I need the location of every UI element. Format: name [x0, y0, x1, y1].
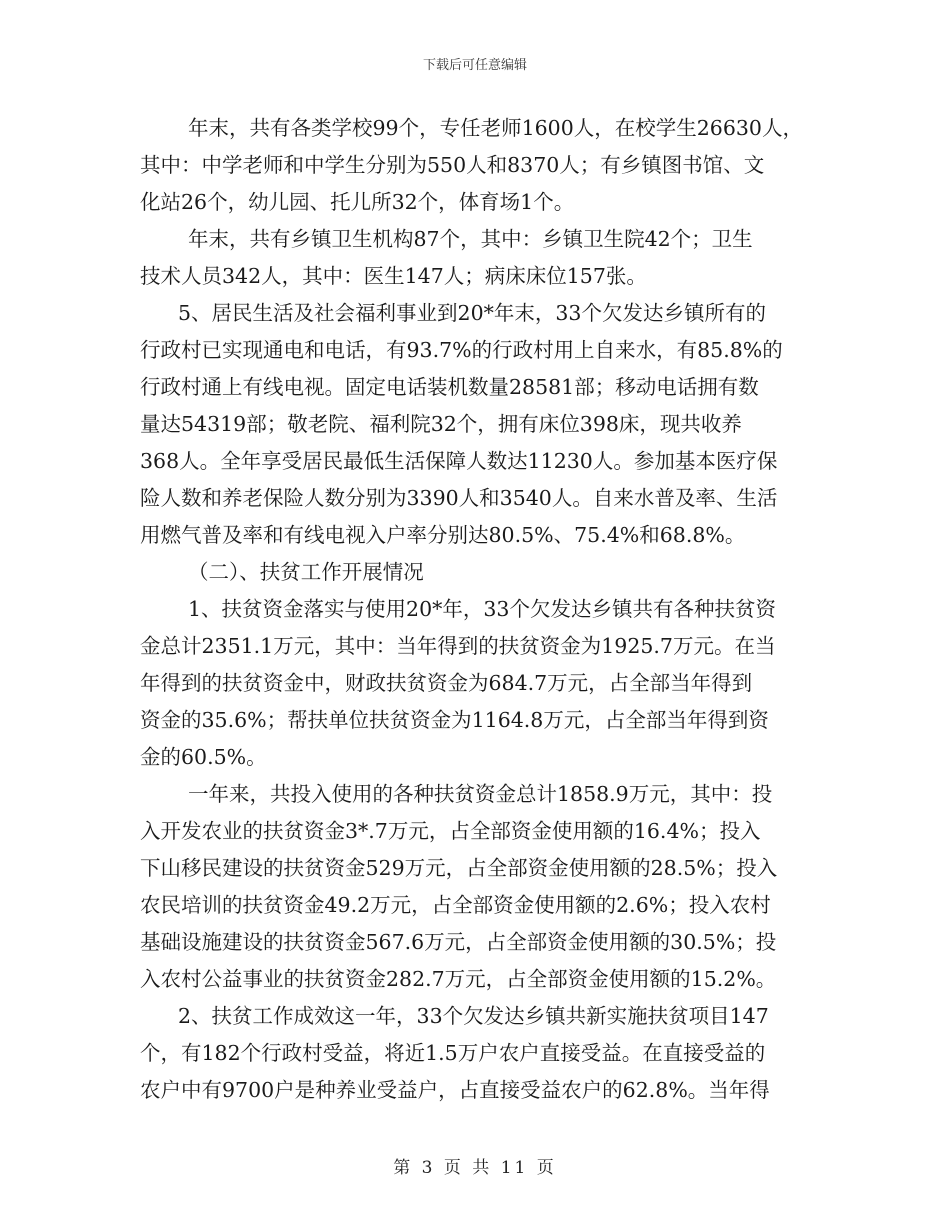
paragraph-line: 368人。全年享受居民最低生活保障人数达11230人。参加基本医疗保: [140, 449, 778, 473]
paragraph-line: 2、扶贫工作成效这一年，33个欠发达乡镇共新实施扶贫项目147: [178, 1004, 769, 1028]
paragraph-line: 一年来，共投入使用的各种扶贫资金总计1858.9万元，其中：投: [188, 782, 773, 806]
paragraph-line: 基础设施建设的扶贫资金567.6万元，占全部资金使用额的30.5%；投: [140, 930, 777, 954]
page-footer: 第 3 页 共 11 页: [393, 1158, 557, 1178]
paragraph-line: 行政村已实现通电和电话，有93.7%的行政村用上自来水，有85.8%的: [140, 338, 783, 362]
paragraph-line: 下山移民建设的扶贫资金529万元，占全部资金使用额的28.5%；投入: [140, 856, 778, 880]
paragraph-line: 用燃气普及率和有线电视入户率分别达80.5%、75.4%和68.8%。: [140, 523, 746, 547]
paragraph-line: 5、居民生活及社会福利事业到20*年末，33个欠发达乡镇所有的: [178, 301, 766, 325]
paragraph-line: 年末，共有各类学校99个，专任老师1600人，在校学生26630人，: [188, 116, 803, 140]
page-header: 下载后可任意编辑: [422, 58, 527, 73]
paragraph-line: 行政村通上有线电视。固定电话装机数量28581部；移动电话拥有数: [140, 375, 759, 399]
paragraph-line: 技术人员342人，其中：医生147人；病床床位157张。: [140, 264, 647, 288]
paragraph-line: 入开发农业的扶贫资金3*.7万元，占全部资金使用额的16.4%；投入: [140, 819, 761, 843]
section-heading: （二）、扶贫工作开展情况: [188, 560, 424, 584]
document-body: [140, 110, 820, 1109]
paragraph-line: 资金的35.6%；帮扶单位扶贫资金为1164.8万元，占全部当年得到资: [140, 708, 769, 732]
paragraph-line: 年末，共有乡镇卫生机构87个，其中：乡镇卫生院42个；卫生: [188, 227, 753, 251]
paragraph-line: 金总计2351.1万元，其中：当年得到的扶贫资金为1925.7万元。在当: [140, 634, 776, 658]
paragraph-line: 其中：中学老师和中学生分别为550人和8370人；有乡镇图书馆、文: [140, 153, 765, 177]
paragraph-line: 化站26个，幼儿园、托儿所32个，体育场1个。: [140, 190, 575, 214]
paragraph-line: 险人数和养老保险人数分别为3390人和3540人。自来水普及率、生活: [140, 486, 778, 510]
paragraph-line: 个，有182个行政村受益，将近1.5万户农户直接受益。在直接受益的: [140, 1041, 766, 1065]
paragraph-line: 1、扶贫资金落实与使用20*年，33个欠发达乡镇共有各种扶贫资: [188, 597, 776, 621]
paragraph-line: 农户中有9700户是种养业受益户，占直接受益农户的62.8%。当年得: [140, 1078, 770, 1102]
paragraph-line: 农民培训的扶贫资金49.2万元，占全部资金使用额的2.6%；投入农村: [140, 893, 771, 917]
paragraph-line: 年得到的扶贫资金中，财政扶贫资金为684.7万元，占全部当年得到: [140, 671, 753, 695]
paragraph-line: 入农村公益事业的扶贫资金282.7万元，占全部资金使用额的15.2%。: [140, 967, 777, 991]
paragraph-line: 金的60.5%。: [140, 745, 267, 769]
paragraph-line: 量达54319部；敬老院、福利院32个，拥有床位398床，现共收养: [140, 412, 742, 436]
